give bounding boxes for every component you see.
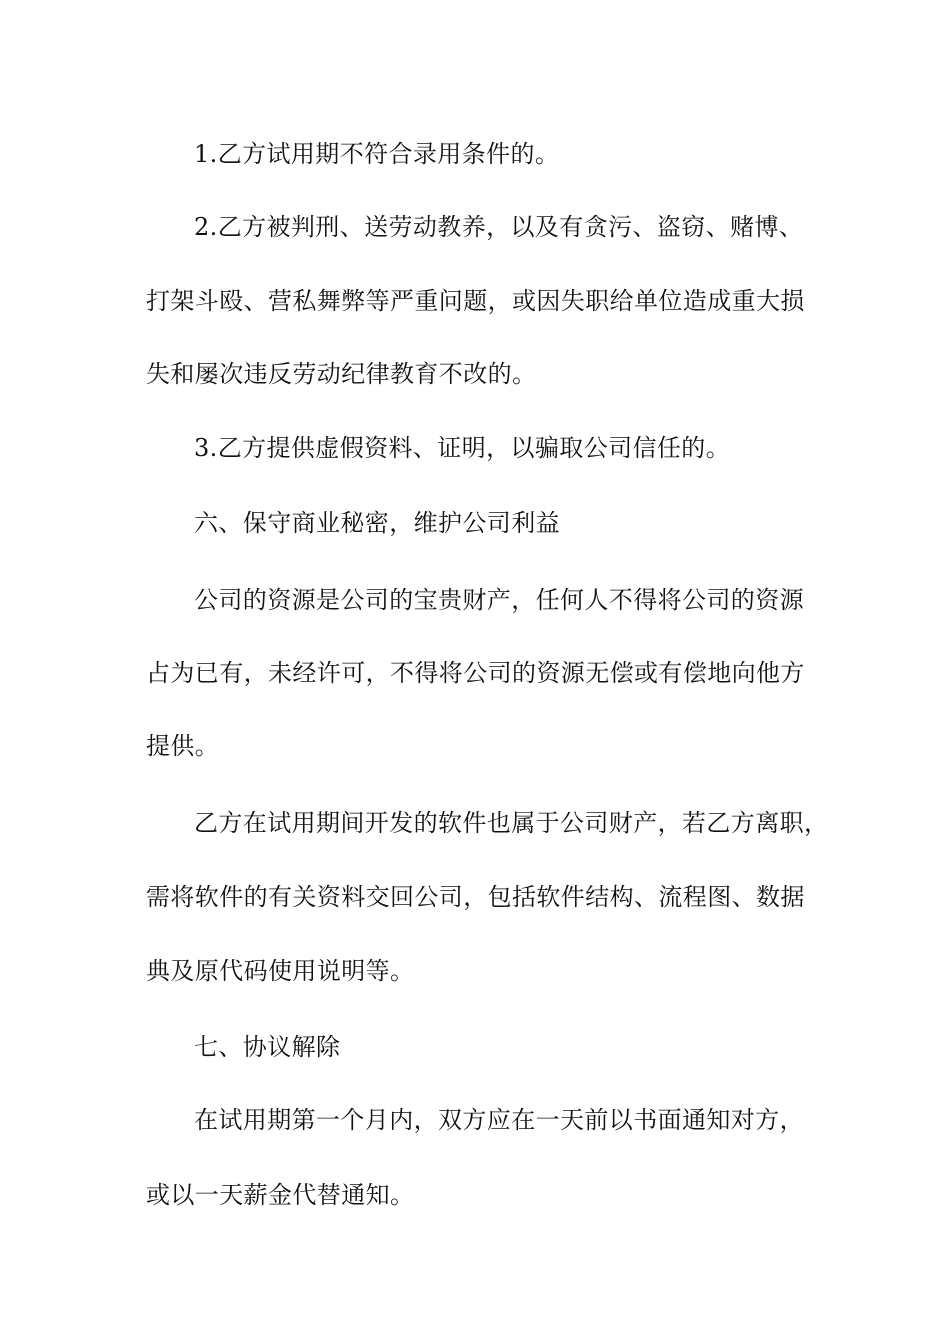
section-6-para-2-line-3: 典及原代码使用说明等。: [146, 957, 415, 985]
clause-2-line-3: 失和屡次违反劳动纪律教育不改的。: [146, 360, 537, 388]
section-6-para-1-line-2: 占为已有，未经许可，不得将公司的资源无偿或有偿地向他方: [146, 659, 805, 687]
section-7-heading: 七、协议解除: [194, 1033, 341, 1061]
section-6-para-2-line-1: 乙方在试用期间开发的软件也属于公司财产，若乙方离职，: [194, 809, 829, 837]
section-6-heading: 六、保守商业秘密，维护公司利益: [194, 509, 560, 537]
section-7-para-line-2: 或以一天薪金代替通知。: [146, 1181, 415, 1209]
section-7-para-line-1: 在试用期第一个月内，双方应在一天前以书面通知对方，: [194, 1106, 804, 1134]
section-6-para-1-line-1: 公司的资源是公司的宝贵财产，任何人不得将公司的资源: [194, 586, 804, 614]
clause-3: 3.乙方提供虚假资料、证明，以骗取公司信任的。: [194, 434, 731, 462]
section-6-para-1-line-3: 提供。: [146, 732, 220, 760]
clause-1: 1.乙方试用期不符合录用条件的。: [194, 140, 560, 168]
section-6-para-2-line-2: 需将软件的有关资料交回公司，包括软件结构、流程图、数据: [146, 883, 805, 911]
clause-2-line-1: 2.乙方被判刑、送劳动教养，以及有贪污、盗窃、赌博、: [194, 213, 804, 241]
clause-2-line-2: 打架斗殴、营私舞弊等严重问题，或因失职给单位造成重大损: [146, 287, 805, 315]
